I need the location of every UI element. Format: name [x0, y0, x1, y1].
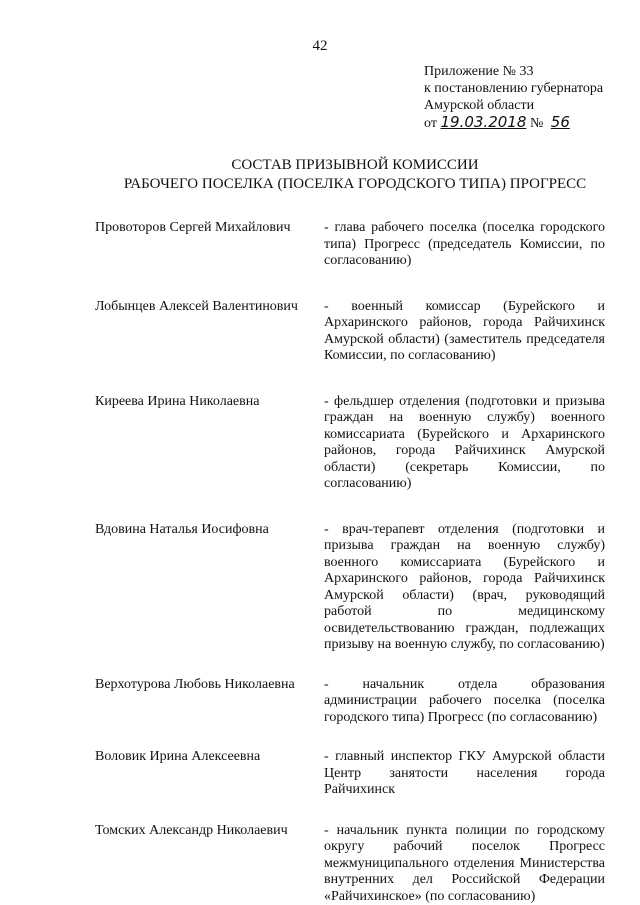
- member-row: [95, 522, 615, 654]
- member-row: [95, 677, 615, 727]
- member-name: Лобынцев Алексей Валентинович: [95, 298, 298, 314]
- appendix-date-line: [424, 114, 603, 132]
- member-role: - начальник отдела образования администрации рабочего поселка (поселка городского типа) Прогресс (по согласованию): [324, 676, 605, 725]
- appendix-block: [424, 63, 603, 132]
- member-role: - начальник пункта полиции по городскому округу рабочий поселок Прогресс межмуниципального отделения Министерства внутренних дел Российской Федерации «Райчихинское» (по согласованию): [324, 822, 605, 904]
- member-name: Вдовина Наталья Иосифовна: [95, 521, 269, 537]
- date-prefix: от: [424, 116, 437, 131]
- member-role: - военный комиссар (Бурейского и Архаринского районов, города Райчихинск Амурской области) (заместитель председателя Комиссии, по согласованию): [324, 298, 605, 363]
- appendix-title: Приложение № 33: [424, 64, 534, 79]
- number-prefix: №: [529, 116, 544, 131]
- member-name: Воловик Ирина Алексеевна: [95, 749, 261, 764]
- member-name: Верхотурова Любовь Николаевна: [95, 676, 295, 692]
- member-name: Провоторов Сергей Михайлович: [95, 220, 291, 235]
- title-line-2: РАБОЧЕГО ПОСЕЛКА (ПОСЕЛКА ГОРОДСКОГО ТИПА) ПРОГРЕСС: [123, 176, 587, 192]
- appendix-decree-reference: к постановлению губернатора: [424, 81, 604, 96]
- document-title: [0, 156, 640, 194]
- member-name: Киреева Ирина Николаевна: [95, 393, 260, 409]
- title-line-1: СОСТАВ ПРИЗЫВНОЙ КОМИССИИ: [231, 157, 479, 173]
- page-number: 42: [312, 38, 328, 54]
- member-row: [95, 394, 615, 493]
- member-role: - врач-терапевт отделения (подготовки и призыва граждан на военную службу) военного комиссариата (Бурейского и Архаринского районов, города Райчихинск Амурской области) (врач, руководящий работой по медицинскому освидетельствованию граждан, подлежащих призыву на военную службу, по согласованию): [324, 521, 605, 652]
- member-name: Томских Александр Николаевич: [95, 822, 288, 838]
- member-role: - глава рабочего поселка (поселка городского типа) Прогресс (председатель Комиссии, по согласованию): [324, 220, 605, 268]
- member-role: - главный инспектор ГКУ Амурской области Центр занятости населения города Райчихинск: [324, 749, 605, 797]
- commission-members-list: [95, 220, 615, 905]
- handwritten-number: 56: [550, 113, 570, 131]
- member-role: - фельдшер отделения (подготовки и призыва граждан на военную службу) военного комиссариата (Бурейского и Архаринского районов, города Райчихинск Амурской области) (секретарь Комиссии, по согласованию): [324, 393, 605, 491]
- member-row: [95, 749, 615, 799]
- handwritten-date: 19.03.2018: [440, 113, 527, 131]
- member-row: [95, 299, 615, 365]
- member-row: [95, 823, 615, 905]
- member-row: [95, 220, 615, 270]
- appendix-region: Амурской области: [424, 98, 535, 113]
